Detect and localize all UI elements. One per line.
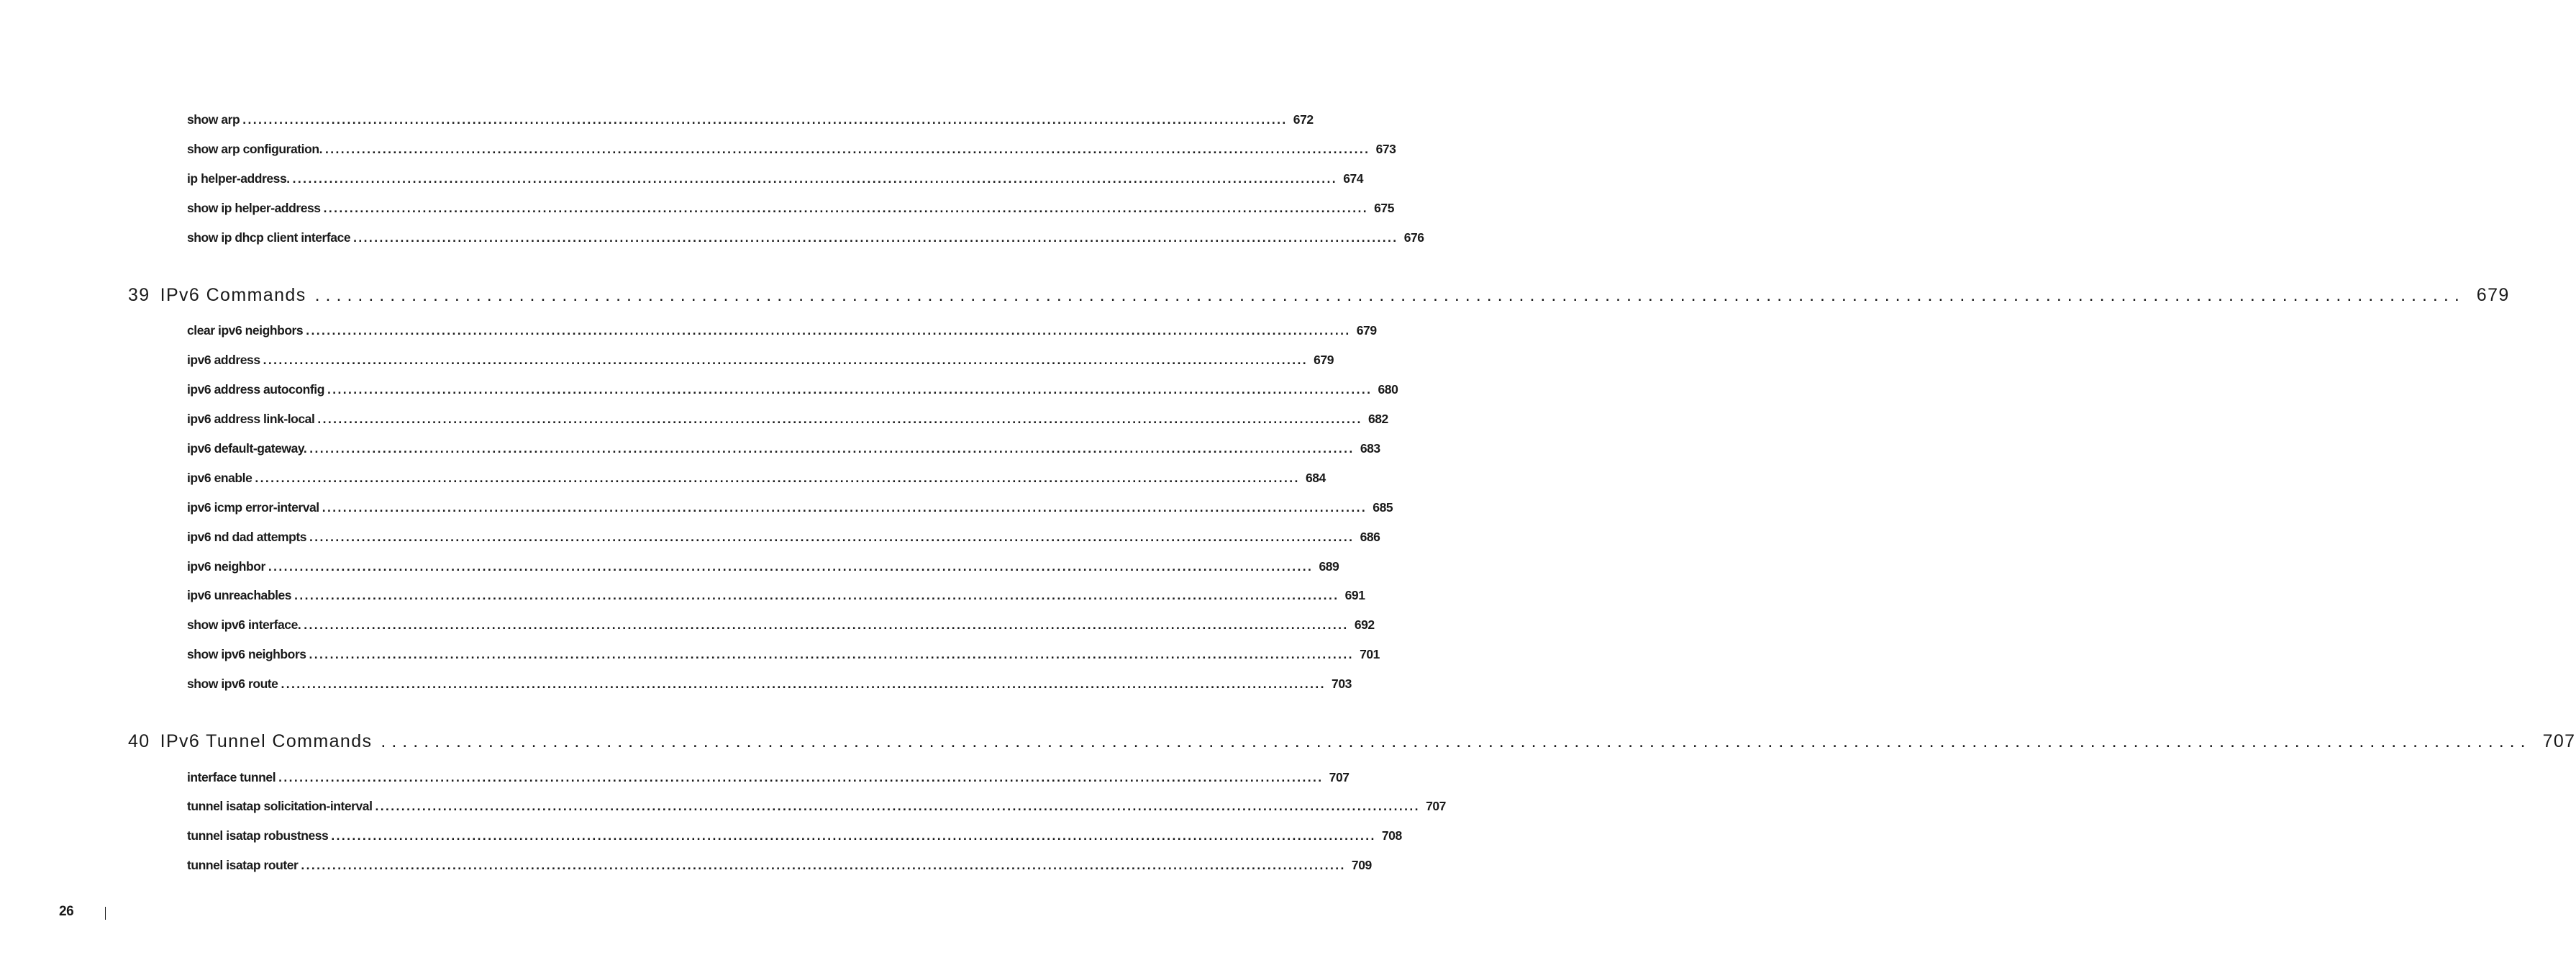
toc-entry[interactable] <box>187 558 1339 575</box>
toc-entry-page: 679 <box>1356 323 1377 338</box>
toc-entry-label: show ipv6 neighbors <box>187 647 306 661</box>
toc-entry[interactable] <box>187 140 1396 158</box>
toc-entry-label: ipv6 unreachables <box>187 588 292 602</box>
toc-entry[interactable] <box>187 111 1314 128</box>
toc-entry[interactable] <box>187 322 1377 339</box>
chapter-heading[interactable] <box>128 729 2576 753</box>
dot-leader: ........................................................................................................................................................................................................ <box>314 285 2465 305</box>
toc-entry-page: 691 <box>1344 588 1365 602</box>
dot-leader: ........................................................................................................................................................................................................ <box>309 441 1355 456</box>
toc-entry-label: ipv6 nd dad attempts <box>187 530 307 544</box>
toc-entry-label: tunnel isatap router <box>187 858 299 872</box>
toc-entry[interactable] <box>187 856 1372 874</box>
toc-entry[interactable] <box>187 827 1402 844</box>
toc-entry-label: show ipv6 interface. <box>187 617 301 632</box>
toc-entry-label: ipv6 address link-local <box>187 412 315 426</box>
toc-entry[interactable] <box>187 769 1350 786</box>
toc-entry[interactable] <box>187 469 1326 486</box>
dot-leader: ........................................................................................................................................................................................................ <box>268 559 1314 574</box>
page-number: 26 <box>59 904 74 919</box>
toc-entry-page: 692 <box>1354 617 1375 632</box>
chapter-number: 39 <box>128 285 150 305</box>
toc-entry-page: 707 <box>1426 799 1446 813</box>
chapter-page: 679 <box>2476 285 2510 305</box>
dot-leader: ........................................................................................................................................................................................................ <box>242 112 1288 127</box>
dot-leader: ........................................................................................................................................................................................................ <box>292 171 1338 186</box>
toc-entry-label: ipv6 enable <box>187 471 252 485</box>
toc-entry[interactable] <box>187 675 1352 692</box>
dot-leader: ........................................................................................................................................................................................................ <box>327 382 1373 397</box>
dot-leader: ........................................................................................................................................................................................................ <box>317 412 1362 426</box>
toc-entry-page: 675 <box>1374 201 1394 215</box>
toc-entry-page: 707 <box>1329 770 1350 784</box>
toc-entry[interactable] <box>187 351 1334 368</box>
toc-entry[interactable] <box>187 170 1364 187</box>
dot-leader: ........................................................................................................................................................................................................ <box>375 799 1420 813</box>
dot-leader: ........................................................................................................................................................................................................ <box>263 353 1309 367</box>
dot-leader: ........................................................................................................................................................................................................ <box>294 588 1339 602</box>
toc-entry-page: 709 <box>1351 858 1372 872</box>
toc-entry-page: 680 <box>1378 382 1398 397</box>
chapter-title: IPv6 Tunnel Commands <box>160 731 373 751</box>
toc-entry-page: 708 <box>1381 828 1402 843</box>
dot-leader: ........................................................................................................................................................................................................ <box>353 230 1398 245</box>
dot-leader: ........................................................................................................................................................................................................ <box>281 676 1326 691</box>
toc-entry-label: show arp <box>187 112 240 127</box>
toc-entry-label: ipv6 neighbor <box>187 559 265 574</box>
footer-divider <box>105 907 106 920</box>
toc-entry-label: tunnel isatap robustness <box>187 828 329 843</box>
toc-entry[interactable] <box>187 797 1446 815</box>
dot-leader: ........................................................................................................................................................................................................ <box>301 858 1346 872</box>
toc-entry[interactable] <box>187 381 1398 398</box>
toc-entry-page: 684 <box>1305 471 1326 485</box>
dot-leader: ........................................................................................................................................................................................................ <box>304 617 1349 632</box>
toc-entry-page: 672 <box>1293 112 1314 127</box>
toc-entry[interactable] <box>187 229 1424 246</box>
dot-leader: ........................................................................................................................................................................................................ <box>325 142 1370 156</box>
toc-entry[interactable] <box>187 410 1388 427</box>
chapter-page: 707 <box>2542 731 2576 751</box>
toc-entry-page: 686 <box>1360 530 1380 544</box>
toc-entry-label: tunnel isatap solicitation-interval <box>187 799 373 813</box>
toc-entry-page: 689 <box>1319 559 1339 574</box>
chapter-heading[interactable] <box>128 283 2510 307</box>
toc-entry-page: 703 <box>1332 676 1352 691</box>
toc-entry-label: clear ipv6 neighbors <box>187 323 304 338</box>
dot-leader: ........................................................................................................................................................................................................ <box>255 471 1300 485</box>
toc-entry-label: show ip dhcp client interface <box>187 230 351 245</box>
dot-leader: ........................................................................................................................................................................................................ <box>381 731 2531 751</box>
toc-entry[interactable] <box>187 616 1375 633</box>
dot-leader: ........................................................................................................................................................................................................ <box>309 647 1354 661</box>
chapter-title: IPv6 Commands <box>160 285 306 305</box>
dot-leader: ........................................................................................................................................................................................................ <box>323 201 1368 215</box>
toc-entry[interactable] <box>187 646 1380 663</box>
toc-entry-label: interface tunnel <box>187 770 276 784</box>
toc-entry[interactable] <box>187 440 1380 457</box>
dot-leader: ........................................................................................................................................................................................................ <box>322 500 1367 515</box>
chapter-number: 40 <box>128 731 150 751</box>
toc-entry-label: show ip helper-address <box>187 201 321 215</box>
toc-entry-page: 682 <box>1367 412 1388 426</box>
toc-entry-page: 673 <box>1375 142 1396 156</box>
toc-entry[interactable] <box>187 199 1394 217</box>
toc-entry-page: 683 <box>1360 441 1380 456</box>
dot-leader: ........................................................................................................................................................................................................ <box>278 770 1324 784</box>
toc-entry-label: ipv6 address autoconfig <box>187 382 324 397</box>
toc-entry-label: ipv6 default-gateway. <box>187 441 307 456</box>
toc-entry-label: show arp configuration. <box>187 142 322 156</box>
dot-leader: ........................................................................................................................................................................................................ <box>306 323 1351 338</box>
toc-entry-label: ipv6 icmp error-interval <box>187 500 319 515</box>
toc-entry-page: 676 <box>1403 230 1424 245</box>
toc-entry-label: ipv6 address <box>187 353 260 367</box>
toc-entry-page: 679 <box>1314 353 1334 367</box>
toc-entry[interactable] <box>187 528 1380 546</box>
toc-entry-label: ip helper-address. <box>187 171 290 186</box>
dot-leader: ........................................................................................................................................................................................................ <box>309 530 1355 544</box>
toc-entry-page: 674 <box>1343 171 1364 186</box>
toc-entry[interactable] <box>187 587 1365 604</box>
toc-entry-page: 685 <box>1373 500 1393 515</box>
toc-entry-label: show ipv6 route <box>187 676 278 691</box>
toc-entry[interactable] <box>187 499 1393 516</box>
dot-leader: ........................................................................................................................................................................................................ <box>331 828 1376 843</box>
toc-entry-page: 701 <box>1360 647 1380 661</box>
